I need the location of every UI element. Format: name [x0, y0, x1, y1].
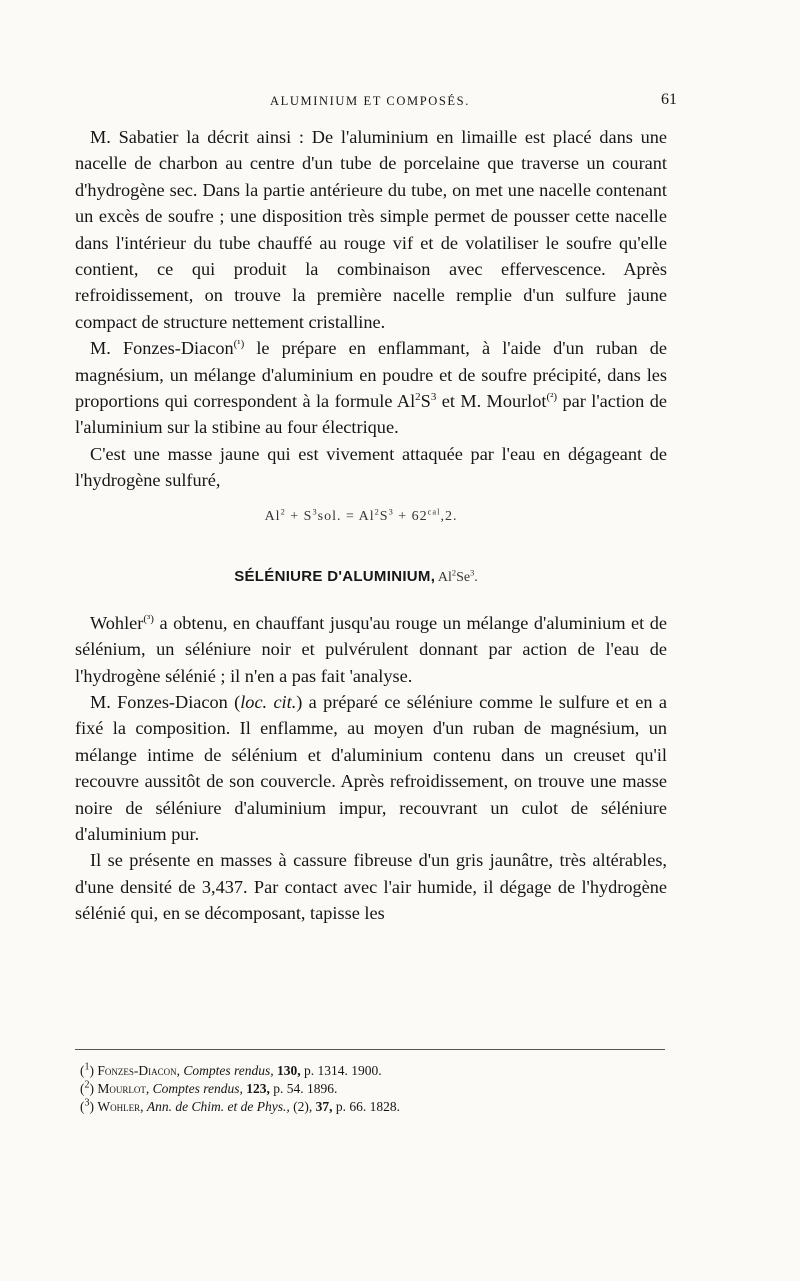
footnote-1: ($^1$) Fonzes-Diacon, Comptes rendus, 130, p. 1314. 1900. — [80, 1061, 382, 1078]
section-title: SÉLÉNIURE D'ALUMINIUM, — [234, 567, 436, 585]
body-text — [75, 124, 667, 927]
page-header — [75, 91, 677, 116]
paragraph-description: C'est une masse jaune qui est vivement attaquée par l'eau en dégageant de l'hydrogène sulfuré, — [75, 443, 667, 491]
footnote-3: ($^3$) Wohler, Ann. de Chim. et de Phys., (2), 37, p. 66. 1828. — [80, 1097, 400, 1114]
footnote-2: ($^2$) Mourlot, Comptes rendus, 123, p. 54. 1896. — [80, 1079, 338, 1096]
footnotes — [80, 1062, 660, 1116]
footnote-ref-2: (²) — [546, 390, 558, 403]
reaction-formula: $Al^2 + S^3sol$. = $Al^2S^3 + 62^{cal},2$. — [264, 507, 458, 524]
running-title: ALUMINIUM ET COMPOSÉS. — [270, 94, 470, 108]
footnote-divider — [75, 1049, 665, 1050]
paragraph-fonzes-diacon: M. Fonzes-Diacon$^{(^1)}$ le prépare en enflammant, à l'aide d'un ruban de magnésium, un mélange d'aluminium en poudre et de soufre précipité, dans les proportions qui correspondent à la formule $Al^2S^3$ et M. Mourlot$^{(^2)}$ par l'action de l'aluminium sur la stibine au four électrique. — [75, 338, 667, 438]
footnote-ref-3: (³) — [143, 612, 154, 625]
paragraph-sabatier: M. Sabatier la décrit ainsi : De l'aluminium en limaille est placé dans une nacelle de charbon au centre d'un tube de porcelaine que traverse un courant d'hydrogène sec. Dans la partie antérieure du tube, on met une nacelle contenant un excès de soufre ; une disposition très simple permet de pousser cette nacelle dans l'intérieur du tube chauffé au rouge vif et de volatiliser le soufre qu'elle contient, ce qui produit la combinaison avec effervescence. Après refroidissement, on trouve la première nacelle remplie d'un sulfure jaune compact de structure nettement cristalline. — [75, 127, 667, 332]
section-heading — [75, 560, 667, 590]
paragraph-preparation: M. Fonzes-Diacon (loc. cit.) a préparé ce séléniure comme le sulfure et en a fixé la composition. Il enflamme, au moyen d'un ruban de magnésium, un mélange intime de sélénium et d'aluminium contenu dans un creuset qu'il recouvre aussitôt de son couvercle. Après refroidissement, on trouve une masse noire de séléniure d'aluminium impur, recouvrant un culot de séléniure d'aluminium pur. — [75, 691, 667, 844]
paragraph-wohler: Wohler$^{(^3)}$ a obtenu, en chauffant jusqu'au rouge un mélange d'aluminium et de sélénium, un séléniure noir et pulvérulent donnant par action de l'eau de l'hydrogène sélénié ; il n'en a pas fait 'analyse. — [75, 612, 667, 686]
paragraph-properties: Il se présente en masses à cassure fibreuse d'un gris jaunâtre, très altérables, d'une densité de 3,437. Par contact avec l'air humide, il dégage de l'hydrogène sélénié qui, en se décomposant, tapisse les — [75, 850, 667, 924]
page-number: 61 — [661, 91, 677, 108]
footnote-ref-1: (¹) — [233, 338, 245, 351]
section-formula: Al$^2$Se$^3$. — [435, 568, 478, 585]
